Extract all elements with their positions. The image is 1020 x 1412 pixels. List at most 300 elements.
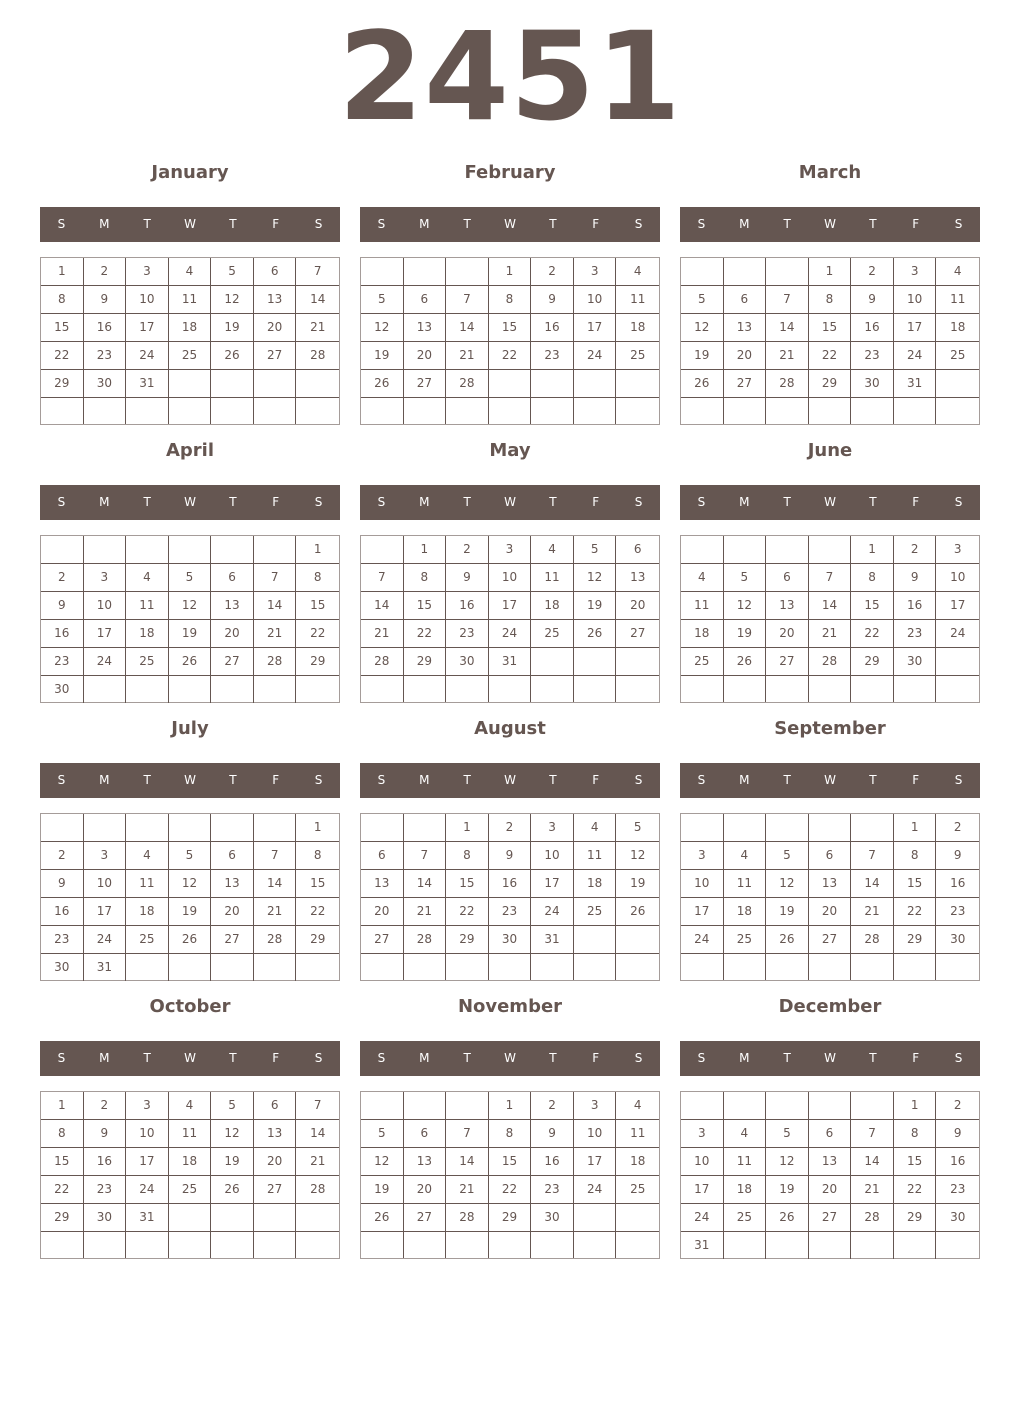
days-grid [360, 813, 660, 981]
days-grid [680, 813, 980, 981]
day-cell: 15 [404, 592, 447, 620]
day-cell: 16 [446, 592, 489, 620]
weekday-label: F [592, 495, 600, 509]
day-cell [254, 954, 297, 981]
day-cell: 23 [84, 1176, 127, 1204]
month-may [360, 438, 660, 708]
weekday-label: S [377, 773, 386, 787]
month-title: August [474, 718, 546, 739]
day-cell: 25 [724, 926, 767, 954]
day-cell: 25 [126, 648, 169, 676]
day-cell [766, 1092, 809, 1120]
day-cell: 19 [766, 1176, 809, 1204]
day-cell: 29 [809, 370, 852, 398]
day-cell [126, 398, 169, 424]
day-cell [41, 536, 84, 564]
day-cell: 30 [489, 926, 532, 954]
day-cell [404, 258, 447, 286]
day-cell: 21 [404, 898, 447, 926]
day-cell [361, 814, 404, 842]
day-cell [404, 814, 447, 842]
day-cell: 25 [616, 1176, 659, 1204]
day-cell: 16 [41, 898, 84, 926]
day-cell: 19 [616, 870, 659, 898]
day-cell [211, 398, 254, 424]
day-cell: 6 [766, 564, 809, 592]
day-cell: 21 [361, 620, 404, 648]
weekday-label: T [783, 1051, 791, 1065]
day-cell [724, 398, 767, 424]
day-cell: 27 [809, 926, 852, 954]
day-cell [851, 398, 894, 424]
day-cell [574, 370, 617, 398]
day-cell: 15 [851, 592, 894, 620]
day-cell: 30 [41, 954, 84, 981]
day-cell: 7 [254, 564, 297, 592]
days-grid [360, 535, 660, 703]
day-cell: 2 [894, 536, 937, 564]
weekday-label: S [954, 1051, 963, 1065]
day-cell: 5 [766, 842, 809, 870]
day-cell: 30 [84, 370, 127, 398]
weekday-label: S [57, 773, 66, 787]
weekday-label: S [377, 495, 386, 509]
day-cell [126, 954, 169, 981]
day-cell: 24 [574, 342, 617, 370]
day-cell: 9 [41, 592, 84, 620]
day-cell: 11 [616, 1120, 659, 1148]
day-cell: 17 [574, 314, 617, 342]
weekday-label: M [99, 773, 110, 787]
day-cell: 21 [766, 342, 809, 370]
day-cell: 25 [126, 926, 169, 954]
day-cell: 15 [41, 314, 84, 342]
day-cell: 21 [446, 342, 489, 370]
day-cell: 25 [169, 342, 212, 370]
day-cell: 22 [851, 620, 894, 648]
day-cell: 16 [531, 314, 574, 342]
day-cell: 12 [361, 1148, 404, 1176]
day-cell [489, 676, 532, 702]
day-cell: 12 [169, 870, 212, 898]
day-cell [211, 676, 254, 703]
days-grid [360, 257, 660, 425]
weekday-label: T [143, 773, 151, 787]
day-cell: 6 [211, 842, 254, 870]
day-cell: 6 [361, 842, 404, 870]
weekday-label: T [229, 773, 237, 787]
day-cell: 3 [574, 1092, 617, 1120]
day-cell: 11 [126, 870, 169, 898]
day-cell: 26 [766, 1204, 809, 1232]
day-cell: 27 [254, 1176, 297, 1204]
day-cell: 21 [254, 898, 297, 926]
day-cell: 8 [894, 1120, 937, 1148]
weekday-label: T [783, 773, 791, 787]
day-cell [936, 1232, 979, 1259]
day-cell: 6 [809, 842, 852, 870]
day-cell: 15 [809, 314, 852, 342]
day-cell: 28 [404, 926, 447, 954]
weekday-label: T [229, 495, 237, 509]
day-cell [616, 370, 659, 398]
day-cell: 6 [211, 564, 254, 592]
day-cell: 20 [766, 620, 809, 648]
weekday-header [360, 1041, 660, 1076]
day-cell: 22 [446, 898, 489, 926]
day-cell: 29 [489, 1204, 532, 1232]
day-cell [724, 1232, 767, 1259]
day-cell: 5 [361, 286, 404, 314]
day-cell: 13 [809, 870, 852, 898]
day-cell: 26 [681, 370, 724, 398]
day-cell [531, 398, 574, 424]
day-cell: 28 [446, 1204, 489, 1232]
day-cell: 5 [766, 1120, 809, 1148]
day-cell [574, 398, 617, 424]
day-cell: 8 [404, 564, 447, 592]
weekday-label: S [314, 495, 323, 509]
weekday-label: S [377, 1051, 386, 1065]
day-cell: 8 [296, 842, 339, 870]
days-grid [40, 1091, 340, 1259]
weekday-label: F [912, 1051, 920, 1065]
day-cell: 23 [936, 898, 979, 926]
day-cell: 19 [169, 620, 212, 648]
day-cell: 25 [574, 898, 617, 926]
day-cell [894, 398, 937, 424]
day-cell [936, 954, 979, 980]
day-cell [404, 676, 447, 702]
day-cell: 24 [574, 1176, 617, 1204]
day-cell: 2 [531, 1092, 574, 1120]
day-cell: 1 [296, 536, 339, 564]
day-cell: 2 [936, 814, 979, 842]
day-cell: 16 [936, 1148, 979, 1176]
day-cell: 17 [84, 898, 127, 926]
day-cell: 7 [446, 1120, 489, 1148]
weekday-label: M [419, 217, 430, 231]
day-cell [724, 676, 767, 702]
day-cell [851, 954, 894, 980]
day-cell: 12 [766, 870, 809, 898]
weekday-label: F [592, 1051, 600, 1065]
day-cell [211, 370, 254, 398]
day-cell: 7 [254, 842, 297, 870]
day-cell: 22 [809, 342, 852, 370]
day-cell: 23 [41, 926, 84, 954]
day-cell [809, 954, 852, 980]
day-cell: 4 [126, 564, 169, 592]
day-cell: 29 [296, 926, 339, 954]
day-cell: 19 [211, 314, 254, 342]
day-cell: 2 [489, 814, 532, 842]
day-cell: 1 [894, 814, 937, 842]
day-cell: 15 [894, 870, 937, 898]
days-grid [680, 535, 980, 703]
weekday-label: S [697, 773, 706, 787]
day-cell: 15 [446, 870, 489, 898]
day-cell: 27 [254, 342, 297, 370]
day-cell [361, 676, 404, 702]
day-cell [809, 536, 852, 564]
day-cell: 28 [851, 926, 894, 954]
day-cell: 3 [489, 536, 532, 564]
day-cell [809, 398, 852, 424]
day-cell: 18 [936, 314, 979, 342]
day-cell: 6 [616, 536, 659, 564]
month-title: October [149, 996, 231, 1017]
day-cell: 25 [724, 1204, 767, 1232]
month-december [680, 994, 980, 1264]
day-cell [169, 370, 212, 398]
day-cell [724, 1092, 767, 1120]
day-cell [361, 258, 404, 286]
day-cell: 14 [766, 314, 809, 342]
day-cell [616, 398, 659, 424]
day-cell: 18 [531, 592, 574, 620]
day-cell: 30 [936, 1204, 979, 1232]
day-cell: 30 [894, 648, 937, 676]
day-cell: 1 [446, 814, 489, 842]
day-cell [254, 536, 297, 564]
day-cell: 19 [361, 342, 404, 370]
day-cell: 17 [84, 620, 127, 648]
day-cell: 19 [574, 592, 617, 620]
day-cell [681, 954, 724, 980]
weekday-label: F [272, 773, 280, 787]
day-cell: 30 [851, 370, 894, 398]
day-cell [616, 1232, 659, 1258]
day-cell: 18 [126, 620, 169, 648]
day-cell: 5 [169, 564, 212, 592]
day-cell [254, 1204, 297, 1232]
day-cell: 22 [894, 898, 937, 926]
weekday-label: W [824, 495, 836, 509]
day-cell: 17 [531, 870, 574, 898]
day-cell: 16 [84, 314, 127, 342]
day-cell [724, 954, 767, 980]
day-cell: 18 [126, 898, 169, 926]
day-cell: 13 [361, 870, 404, 898]
day-cell: 3 [681, 842, 724, 870]
day-cell [616, 926, 659, 954]
weekday-label: M [739, 495, 750, 509]
weekday-label: F [592, 773, 600, 787]
day-cell: 26 [616, 898, 659, 926]
day-cell: 1 [41, 1092, 84, 1120]
weekday-label: M [99, 217, 110, 231]
day-cell: 1 [809, 258, 852, 286]
day-cell: 15 [894, 1148, 937, 1176]
day-cell [126, 676, 169, 703]
day-cell: 17 [489, 592, 532, 620]
day-cell: 10 [894, 286, 937, 314]
day-cell: 14 [296, 286, 339, 314]
day-cell: 12 [211, 1120, 254, 1148]
weekday-label: M [739, 773, 750, 787]
day-cell [126, 536, 169, 564]
day-cell: 10 [489, 564, 532, 592]
day-cell: 11 [531, 564, 574, 592]
day-cell: 6 [404, 286, 447, 314]
day-cell: 4 [936, 258, 979, 286]
day-cell: 22 [489, 342, 532, 370]
weekday-label: S [314, 217, 323, 231]
day-cell: 5 [361, 1120, 404, 1148]
day-cell: 13 [404, 314, 447, 342]
weekday-header [680, 485, 980, 520]
day-cell: 9 [936, 842, 979, 870]
day-cell: 6 [404, 1120, 447, 1148]
day-cell: 28 [296, 1176, 339, 1204]
day-cell: 18 [724, 1176, 767, 1204]
day-cell [616, 1204, 659, 1232]
day-cell: 10 [574, 1120, 617, 1148]
day-cell: 11 [126, 592, 169, 620]
month-september [680, 716, 980, 986]
weekday-label: T [229, 1051, 237, 1065]
month-title: January [151, 162, 229, 183]
day-cell: 11 [574, 842, 617, 870]
weekday-header [360, 207, 660, 242]
month-october [40, 994, 340, 1264]
weekday-label: T [783, 217, 791, 231]
day-cell: 24 [531, 898, 574, 926]
day-cell: 18 [169, 314, 212, 342]
day-cell [404, 398, 447, 424]
month-november [360, 994, 660, 1264]
month-title: March [798, 162, 862, 183]
day-cell: 18 [724, 898, 767, 926]
day-cell: 21 [851, 898, 894, 926]
day-cell: 19 [361, 1176, 404, 1204]
day-cell: 20 [724, 342, 767, 370]
day-cell: 11 [724, 870, 767, 898]
day-cell [681, 536, 724, 564]
weekday-label: F [272, 217, 280, 231]
month-july [40, 716, 340, 986]
day-cell: 7 [766, 286, 809, 314]
day-cell: 8 [851, 564, 894, 592]
day-cell: 2 [41, 564, 84, 592]
day-cell: 31 [894, 370, 937, 398]
day-cell: 3 [126, 258, 169, 286]
day-cell: 16 [489, 870, 532, 898]
day-cell: 5 [574, 536, 617, 564]
day-cell [84, 1232, 127, 1258]
day-cell: 15 [296, 870, 339, 898]
day-cell: 4 [126, 842, 169, 870]
day-cell: 9 [84, 1120, 127, 1148]
day-cell: 22 [489, 1176, 532, 1204]
day-cell [41, 1232, 84, 1258]
day-cell: 4 [724, 842, 767, 870]
day-cell: 28 [361, 648, 404, 676]
day-cell: 18 [681, 620, 724, 648]
weekday-label: T [463, 217, 471, 231]
month-january [40, 160, 340, 430]
weekday-label: M [739, 217, 750, 231]
day-cell: 6 [809, 1120, 852, 1148]
weekday-label: W [184, 495, 196, 509]
month-march [680, 160, 980, 430]
day-cell: 22 [296, 620, 339, 648]
day-cell [936, 648, 979, 676]
weekday-label: F [912, 495, 920, 509]
weekday-label: T [869, 773, 877, 787]
day-cell: 16 [936, 870, 979, 898]
weekday-label: T [549, 495, 557, 509]
day-cell: 2 [531, 258, 574, 286]
weekday-label: T [549, 217, 557, 231]
month-june [680, 438, 980, 708]
day-cell [126, 1232, 169, 1258]
day-cell [296, 954, 339, 981]
day-cell [851, 1232, 894, 1259]
day-cell [211, 1232, 254, 1258]
day-cell: 4 [616, 258, 659, 286]
weekday-label: T [229, 217, 237, 231]
day-cell: 17 [574, 1148, 617, 1176]
day-cell: 25 [616, 342, 659, 370]
day-cell: 30 [84, 1204, 127, 1232]
weekday-label: M [419, 773, 430, 787]
weekday-label: W [504, 217, 516, 231]
weekday-label: F [272, 495, 280, 509]
day-cell: 12 [766, 1148, 809, 1176]
day-cell: 23 [446, 620, 489, 648]
day-cell: 27 [616, 620, 659, 648]
day-cell [84, 676, 127, 703]
day-cell: 27 [211, 648, 254, 676]
day-cell: 7 [851, 842, 894, 870]
day-cell [296, 370, 339, 398]
day-cell: 8 [894, 842, 937, 870]
day-cell: 16 [851, 314, 894, 342]
day-cell [936, 676, 979, 702]
day-cell [169, 954, 212, 981]
weekday-label: M [419, 495, 430, 509]
day-cell [531, 676, 574, 702]
day-cell: 9 [936, 1120, 979, 1148]
day-cell: 7 [809, 564, 852, 592]
weekday-label: S [57, 217, 66, 231]
weekday-label: W [504, 495, 516, 509]
day-cell: 16 [894, 592, 937, 620]
day-cell [616, 676, 659, 702]
day-cell: 9 [489, 842, 532, 870]
day-cell: 18 [169, 1148, 212, 1176]
day-cell: 28 [809, 648, 852, 676]
day-cell [766, 954, 809, 980]
day-cell: 2 [84, 258, 127, 286]
day-cell: 23 [489, 898, 532, 926]
day-cell: 2 [446, 536, 489, 564]
weekday-label: S [954, 217, 963, 231]
day-cell [254, 398, 297, 424]
day-cell [531, 1232, 574, 1258]
day-cell: 28 [446, 370, 489, 398]
day-cell [296, 398, 339, 424]
days-grid [680, 257, 980, 425]
day-cell [169, 536, 212, 564]
day-cell: 1 [489, 1092, 532, 1120]
day-cell [574, 1204, 617, 1232]
day-cell: 4 [531, 536, 574, 564]
day-cell [851, 676, 894, 702]
day-cell [361, 954, 404, 980]
